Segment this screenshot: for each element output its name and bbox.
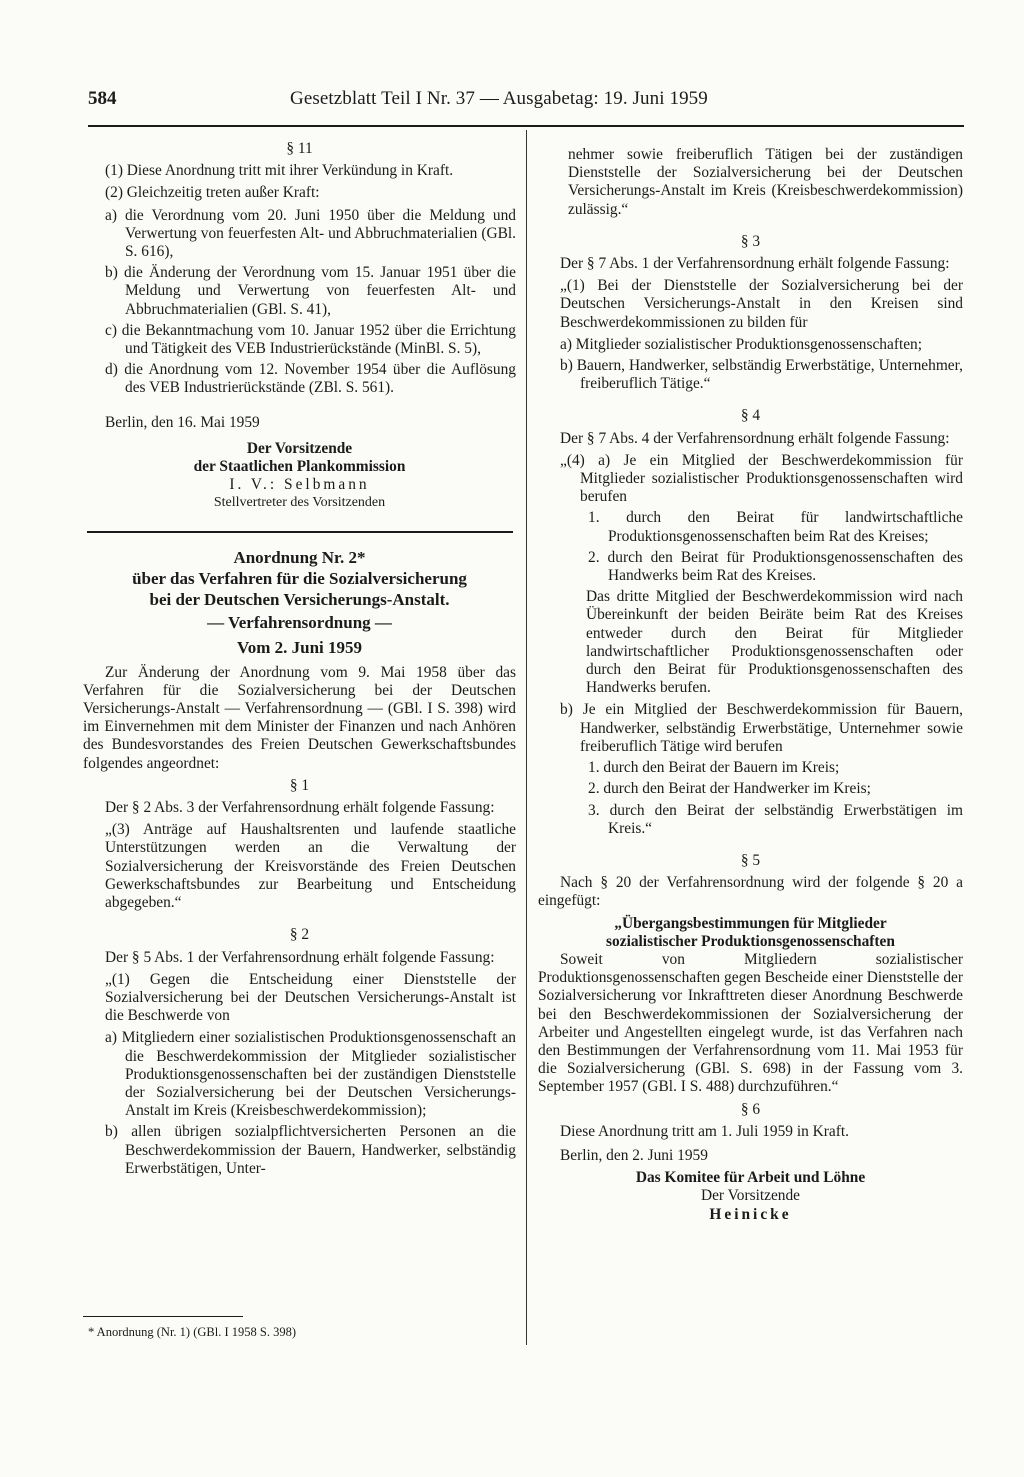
page-number: 584 bbox=[88, 88, 117, 109]
header-title: Gesetzblatt Teil I Nr. 37 — Ausgabetag: 19. Juni 1959 bbox=[290, 88, 708, 109]
section-rule bbox=[87, 531, 513, 533]
quoted-text: „(1) Gegen die Entscheidung einer Dienststelle der Sozialversicherung bei der Deutschen Versicherungs-Anstalt ist die Beschwerde von bbox=[105, 970, 516, 1025]
paragraph: Der § 7 Abs. 4 der Verfahrensordnung erhält folgende Fassung: bbox=[560, 429, 950, 447]
list-item: c) die Bekanntmachung vom 10. Januar 1952 über die Errichtung und Tätigkeit des VEB Industrierückstände (MinBl. S. 5), bbox=[105, 321, 516, 358]
list-item: 2. durch den Beirat für Produktionsgenossenschaften des Handwerks beim Rat des Kreises. bbox=[588, 548, 963, 585]
list-item: 2. durch den Beirat der Handwerker im Kreis; bbox=[588, 780, 871, 798]
footnote-rule bbox=[83, 1316, 243, 1317]
left-column bbox=[83, 136, 516, 1181]
section-heading: § 11 bbox=[286, 140, 313, 157]
signature-role: Stellvertreter des Vorsitzenden bbox=[213, 495, 386, 511]
signature-name: I. V.: Selbmann bbox=[229, 476, 370, 494]
preamble: Zur Änderung der Anordnung vom 9. Mai 1958 über das Verfahren für die Sozialversicherung bei der Deutschen Versicherungs-Anstalt — Verfahrensordnung — (GBl. I S. 398) wird im Einvernehmen mit dem Minister der Finanzen und nach Anhören des Bundesvorstandes des Freien Deutschen Gewerkschaftsbundes folgendes angeordnet: bbox=[83, 663, 516, 772]
signature-role: Der Vorsitzende bbox=[700, 1187, 801, 1205]
list-item: 1. durch den Beirat für landwirtschaftliche Produktionsgenossenschaften beim Rat des Kreises; bbox=[588, 509, 963, 545]
continued-text: nehmer sowie freiberuflich Tätigen bei der zuständigen Dienststelle der Sozialversicherung bei der Deutschen Versicherungs-Anstalt im Kreis (Kreisbeschwerdekommission) zulässig.“ bbox=[568, 146, 963, 218]
section-heading: § 4 bbox=[740, 407, 761, 425]
list-item: a) Mitgliedern einer sozialistischen Produktionsgenossenschaft an die Beschwerdekommission der Mitglieder sozialistischer Produktionsgenossenschaften bei der zuständigen Dienststelle der Sozialversicherung bei der Deutschen Versicherungs-Anstalt im Kreis (Kreisbeschwerdekommission); bbox=[105, 1029, 516, 1120]
ordinance-title: über das Verfahren für die Sozialversicherung bbox=[132, 568, 467, 588]
quoted-text: „(3) Anträge auf Haushaltsrenten und laufende staatliche Unterstützungen werden an die Verwaltung der Sozialversicherung der Kreisvorstände des Freien Deutschen Gewerkschaftsbundes zur Bearbeitung und Entscheidung abgegeben.“ bbox=[105, 821, 516, 912]
column-divider bbox=[526, 130, 527, 1345]
signature-title: der Staatlichen Plankommission bbox=[193, 458, 406, 476]
paragraph: (2) Gleichzeitig treten außer Kraft: bbox=[105, 184, 320, 202]
list-item: a) Mitglieder sozialistischer Produktionsgenossenschaften; bbox=[560, 335, 923, 353]
section-heading: § 2 bbox=[289, 926, 310, 944]
place-date: Berlin, den 16. Mai 1959 bbox=[105, 413, 260, 431]
paragraph: Diese Anordnung tritt am 1. Juli 1959 in Kraft. bbox=[560, 1122, 849, 1140]
list-item: b) Bauern, Handwerker, selbständig Erwerbstätige, Unternehmer, freiberuflich Tätige.“ bbox=[560, 357, 963, 393]
list-item: b) die Änderung der Verordnung vom 15. Januar 1951 über die Meldung und Verwertung von feuerfesten Alt- und Abbruchmaterialien (GBl. S. 41), bbox=[105, 264, 516, 318]
quoted-text: „(1) Bei der Dienststelle der Sozialversicherung bei der Deutschen Versicherungs-Anstalt in den Kreisen sind Beschwerdekommissionen zu bilden für bbox=[560, 277, 963, 331]
paragraph: Der § 2 Abs. 3 der Verfahrensordnung erhält folgende Fassung: bbox=[105, 799, 495, 817]
signature-title: Der Vorsitzende bbox=[246, 439, 353, 457]
list-item: b) allen übrigen sozialpflichtversicherten Personen an die Beschwerdekommission der Bauern, Handwerker, selbständig Erwerbstätigen, Unter- bbox=[105, 1123, 516, 1177]
section-heading: § 5 bbox=[740, 851, 761, 869]
list-item: 1. durch den Beirat der Bauern im Kreis; bbox=[588, 759, 840, 777]
page-header bbox=[88, 88, 968, 128]
paragraph: Soweit von Mitgliedern sozialistischer Produktionsgenossenschaften gegen Bescheide einer Dienststelle der Sozialversicherung vor Inkrafttreten dieser Anordnung Beschwerde bei den Beschwerdekommissionen der Sozialversicherung der Arbeiter und Angestellten eingelegt wurde, ist das Verfahren nach den Bestimmungen der Verfahrensordnung vom 11. Mai 1953 für die Sozialversicherung (GBl. S. 698) in der Fassung vom 3. September 1957 (GBl. I S. 488) durchzuführen.“ bbox=[538, 950, 963, 1096]
paragraph: Der § 7 Abs. 1 der Verfahrensordnung erhält folgende Fassung: bbox=[560, 255, 950, 273]
paragraph: Der § 5 Abs. 1 der Verfahrensordnung erhält folgende Fassung: bbox=[105, 948, 495, 966]
paragraph: Nach § 20 der Verfahrensordnung wird der folgende § 20 a eingefügt: bbox=[538, 874, 963, 910]
paragraph: Das dritte Mitglied der Beschwerdekommission wird nach Übereinkunft der beiden Beiräte beim Rat des Kreises entweder durch den Beirat für Mitglieder landwirtschaftlicher Produktionsgenossenschaften oder durch den Beirat für Produktionsgenossenschaften des Handwerks berufen. bbox=[586, 588, 963, 697]
list-item: d) die Anordnung vom 12. November 1954 über die Auflösung des VEB Industrierückstände (ZBl. S. 561). bbox=[105, 361, 516, 397]
signature-name: Heinicke bbox=[709, 1205, 792, 1223]
section-heading: § 3 bbox=[740, 232, 761, 250]
list-item: 3. durch den Beirat der selbständig Erwerbstätigen im Kreis.“ bbox=[588, 801, 963, 837]
right-column bbox=[538, 146, 963, 1224]
subheading: „Übergangsbestimmungen für Mitglieder bbox=[614, 914, 887, 932]
paragraph: (1) Diese Anordnung tritt mit ihrer Verkündung in Kraft. bbox=[105, 162, 454, 180]
ordinance-title: bei der Deutschen Versicherungs-Anstalt. bbox=[149, 589, 450, 609]
section-heading: § 6 bbox=[740, 1100, 761, 1118]
ordinance-title: Anordnung Nr. 2* bbox=[233, 547, 366, 567]
list-item: „(4) a) Je ein Mitglied der Beschwerdekommission für Mitglieder sozialistischer Produktionsgenossenschaften wird berufen bbox=[560, 451, 963, 506]
place-date: Berlin, den 2. Juni 1959 bbox=[560, 1146, 708, 1164]
section-heading: § 1 bbox=[289, 776, 310, 794]
footnote: * Anordnung (Nr. 1) (GBl. I 1958 S. 398) bbox=[88, 1325, 296, 1339]
list-item: b) Je ein Mitglied der Beschwerdekommission für Bauern, Handwerker, selbständig Erwerbstätige, Unternehmer sowie freiberuflich Tätige wird berufen bbox=[560, 701, 963, 755]
list-item: a) die Verordnung vom 20. Juni 1950 über die Meldung und Verwertung von feuerfesten Alt- und Abbruchmaterialien (GBl. S. 616), bbox=[105, 206, 516, 261]
ordinance-date: Vom 2. Juni 1959 bbox=[236, 637, 362, 657]
subheading: sozialistischer Produktionsgenossenschaften bbox=[606, 932, 895, 950]
ordinance-subtitle: — Verfahrensordnung — bbox=[207, 612, 392, 632]
signature-title: Das Komitee für Arbeit und Löhne bbox=[635, 1169, 866, 1187]
header-rule bbox=[88, 125, 964, 127]
